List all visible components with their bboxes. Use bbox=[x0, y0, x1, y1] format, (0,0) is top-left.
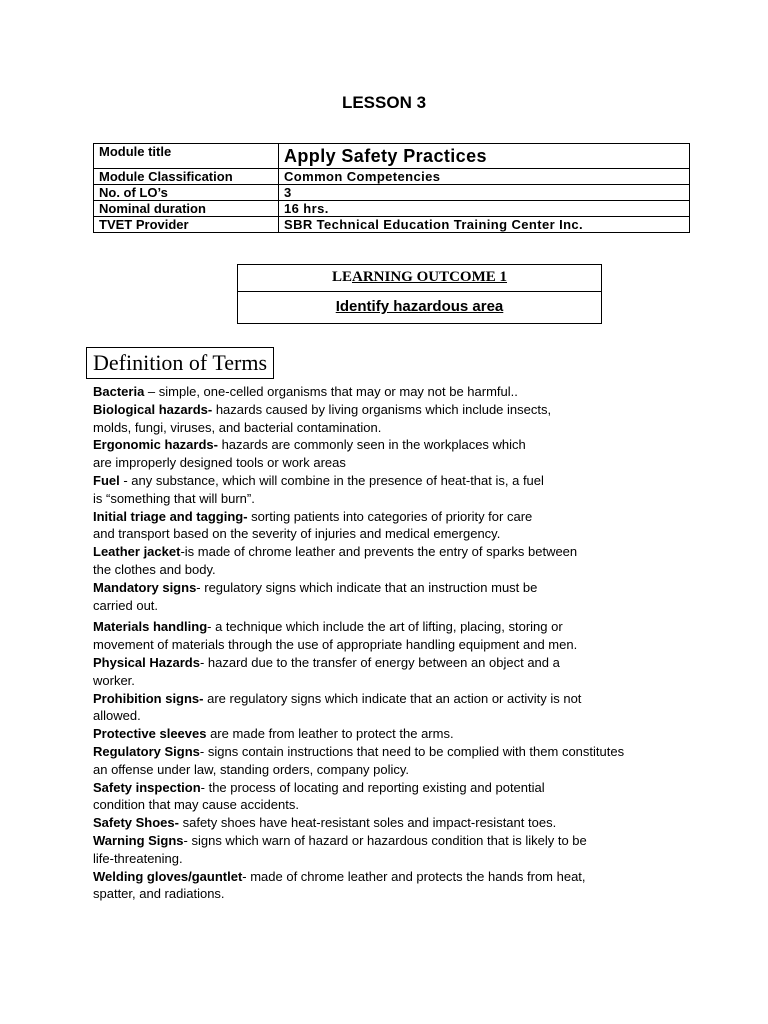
term-line bbox=[93, 508, 693, 526]
module-classification-value: Common Competencies bbox=[279, 169, 690, 185]
term-name: Materials handling bbox=[93, 619, 208, 635]
term-definition-continued: condition that may cause accidents. bbox=[93, 797, 299, 813]
term-name: Welding gloves/gauntlet bbox=[93, 868, 243, 884]
term-line bbox=[93, 472, 693, 490]
module-classification-label: Module Classification bbox=[94, 169, 279, 185]
term-definition: are made from leather to protect the arms. bbox=[206, 726, 454, 742]
term-fuel bbox=[93, 472, 693, 508]
term-initial-triage bbox=[93, 508, 693, 544]
table-row bbox=[94, 144, 690, 169]
term-definition: hazards are commonly seen in the workplaces which bbox=[217, 437, 526, 453]
learning-outcome-heading-prefix: LE bbox=[331, 269, 352, 285]
term-definition: hazards caused by living organisms which include insects, bbox=[212, 401, 552, 417]
table-row bbox=[94, 169, 690, 185]
term-mandatory-signs bbox=[93, 579, 693, 615]
term-line bbox=[93, 579, 693, 597]
term-definition: safety shoes have heat-resistant soles and impact-resistant toes. bbox=[178, 815, 557, 831]
term-line bbox=[93, 690, 693, 708]
term-physical-hazards bbox=[93, 654, 693, 690]
term-biological-hazards bbox=[93, 401, 693, 437]
nominal-duration-label: Nominal duration bbox=[94, 201, 279, 217]
term-definition: - a technique which include the art of lifting, placing, storing or bbox=[207, 619, 563, 635]
term-name: Warning Signs bbox=[93, 832, 184, 848]
lesson-title: LESSON 3 bbox=[341, 93, 427, 112]
learning-outcome-heading-underlined: ARNING OUTCOME 1 bbox=[352, 269, 508, 285]
term-line bbox=[93, 543, 693, 561]
table-row bbox=[94, 201, 690, 217]
term-prohibition-signs bbox=[93, 690, 693, 726]
lo-count-value: 3 bbox=[279, 185, 690, 201]
term-definition: - the process of locating and reporting existing and potential bbox=[200, 779, 545, 795]
learning-outcome-box bbox=[237, 264, 602, 324]
term-name: Regulatory Signs bbox=[93, 743, 200, 759]
term-name: Leather jacket bbox=[93, 544, 181, 560]
term-definition-continued: allowed. bbox=[93, 708, 141, 724]
learning-outcome-text: Identify hazardous area bbox=[335, 298, 504, 315]
tvet-provider-label: TVET Provider bbox=[94, 217, 279, 233]
term-definition-continued: is “something that will burn”. bbox=[93, 490, 255, 506]
term-definition: - any substance, which will combine in the presence of heat-that is, a fuel bbox=[119, 472, 544, 488]
term-safety-shoes bbox=[93, 814, 693, 832]
lo-count-label: No. of LO’s bbox=[94, 185, 279, 201]
term-safety-inspection bbox=[93, 779, 693, 815]
term-line bbox=[93, 743, 693, 761]
term-definition-continued: movement of materials through the use of appropriate handling equipment and men. bbox=[93, 637, 578, 653]
term-line bbox=[93, 779, 693, 797]
module-info-table bbox=[93, 143, 690, 233]
module-title-label: Module title bbox=[94, 144, 279, 169]
module-title-value: Apply Safety Practices bbox=[279, 144, 690, 169]
term-definition: -is made of chrome leather and prevents the entry of sparks between bbox=[180, 544, 578, 560]
term-line bbox=[93, 868, 693, 886]
term-welding-gloves bbox=[93, 868, 693, 904]
term-definition: - signs which warn of hazard or hazardous condition that is likely to be bbox=[183, 832, 587, 848]
term-line bbox=[93, 654, 693, 672]
table-row bbox=[94, 217, 690, 233]
term-definition-continued: carried out. bbox=[93, 597, 159, 613]
term-definition: - made of chrome leather and protects the hands from heat, bbox=[242, 868, 586, 884]
nominal-duration-value: 16 hrs. bbox=[279, 201, 690, 217]
term-definition: - signs contain instructions that need to be complied with them constitutes bbox=[199, 743, 625, 759]
term-name: Bacteria bbox=[93, 384, 145, 399]
term-line bbox=[93, 725, 693, 743]
term-line bbox=[93, 618, 693, 636]
term-bacteria bbox=[93, 383, 693, 401]
term-ergonomic-hazards bbox=[93, 436, 693, 472]
term-line bbox=[93, 436, 693, 454]
term-definition: - regulatory signs which indicate that an instruction must be bbox=[196, 579, 538, 595]
term-line bbox=[93, 814, 693, 832]
term-materials-handling bbox=[93, 618, 693, 654]
term-line bbox=[93, 832, 693, 850]
term-definition: – simple, one-celled organisms that may or may not be harmful.. bbox=[144, 384, 518, 399]
term-definition-continued: and transport based on the severity of injuries and medical emergency. bbox=[93, 526, 501, 542]
definition-of-terms-heading: Definition of Terms bbox=[86, 347, 274, 379]
term-definition-continued: life-threatening. bbox=[93, 850, 183, 866]
term-definition: are regulatory signs which indicate that an action or activity is not bbox=[203, 690, 582, 706]
term-definition-continued: worker. bbox=[93, 672, 135, 688]
term-name: Ergonomic hazards- bbox=[93, 437, 218, 453]
term-name: Safety inspection bbox=[93, 779, 201, 795]
term-line bbox=[93, 401, 693, 419]
term-line bbox=[93, 383, 693, 401]
term-name: Fuel bbox=[93, 472, 120, 488]
term-definition-continued: molds, fungi, viruses, and bacterial contamination. bbox=[93, 419, 382, 435]
term-definition-continued: the clothes and body. bbox=[93, 561, 216, 577]
term-warning-signs bbox=[93, 832, 693, 868]
term-definition: sorting patients into categories of priority for care bbox=[247, 508, 533, 524]
term-name: Initial triage and tagging- bbox=[93, 508, 248, 524]
term-name: Biological hazards- bbox=[93, 401, 213, 417]
term-leather-jacket bbox=[93, 543, 693, 579]
term-name: Physical Hazards bbox=[93, 654, 200, 670]
term-name: Safety Shoes- bbox=[93, 815, 179, 831]
term-protective-sleeves bbox=[93, 725, 693, 743]
term-definition-continued: an offense under law, standing orders, company policy. bbox=[93, 761, 410, 777]
term-definition-continued: spatter, and radiations. bbox=[93, 886, 225, 902]
table-row bbox=[94, 185, 690, 201]
term-name: Prohibition signs- bbox=[93, 690, 204, 706]
term-definition-continued: are improperly designed tools or work areas bbox=[93, 455, 346, 471]
tvet-provider-value: SBR Technical Education Training Center Inc. bbox=[279, 217, 690, 233]
term-regulatory-signs bbox=[93, 743, 693, 779]
terms-list bbox=[93, 383, 693, 903]
learning-outcome-heading bbox=[238, 265, 601, 292]
term-name: Protective sleeves bbox=[93, 726, 207, 742]
term-name: Mandatory signs bbox=[93, 579, 197, 595]
term-definition: - hazard due to the transfer of energy between an object and a bbox=[199, 654, 560, 670]
